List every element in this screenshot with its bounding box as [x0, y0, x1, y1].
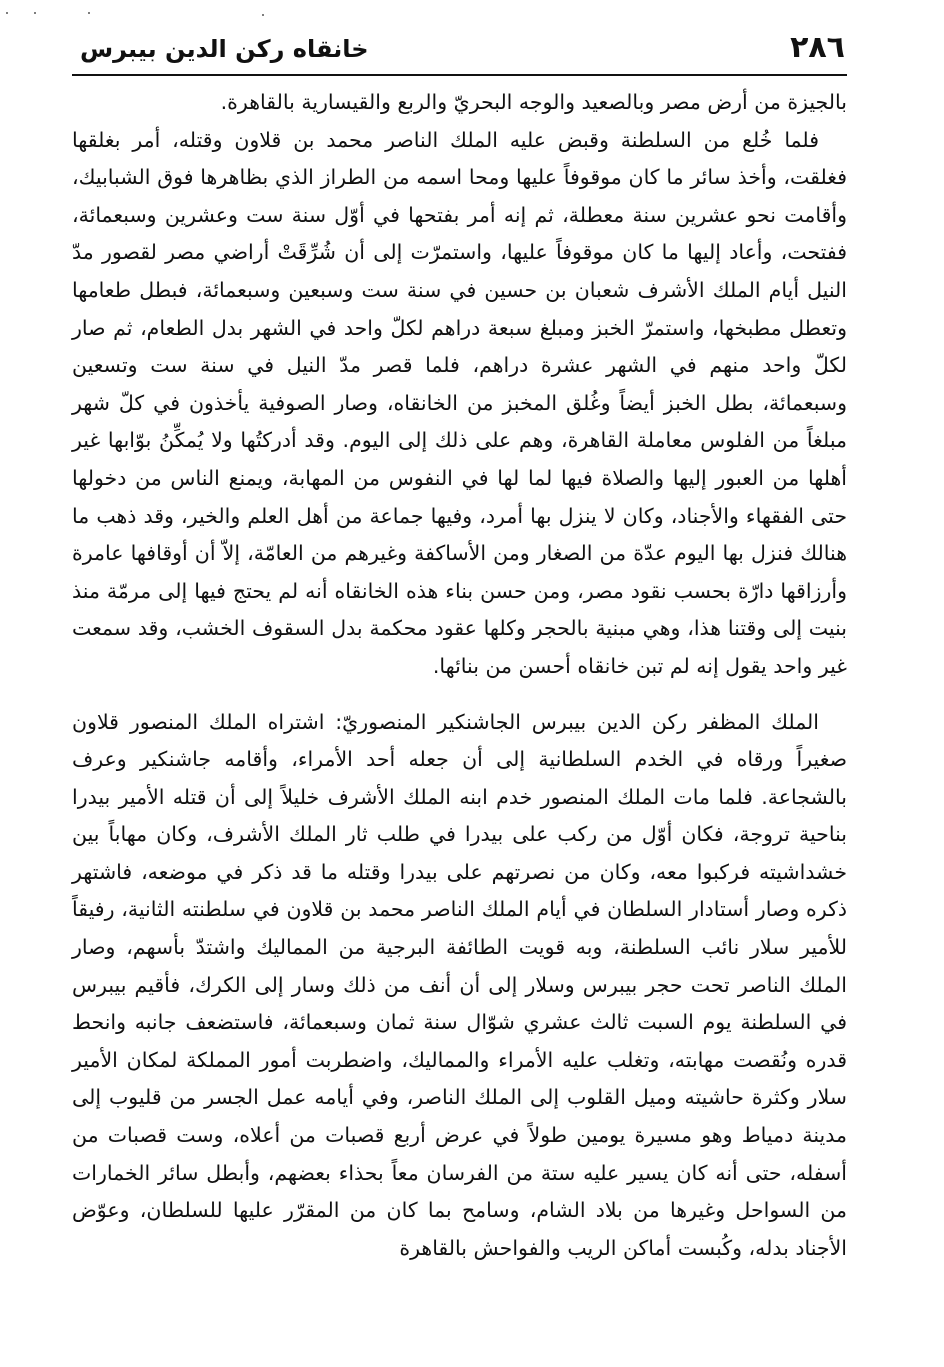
paragraph-baybars-biography: الملك المظفر ركن الدين بيبرس الجاشنكير المنصوريّ: اشتراه الملك المنصور قلاون صغيراً ورقاه في الخدم السلطانية إلى أن جعله أحد الأمراء، وأقامه جاشنكير وعرف بالشجاعة. فلما مات الملك المنصور خدم ابنه الملك الأشرف خليلاً إلى أن قتله الأمير بيدرا بناحية تروجة، فكان أوّل من ركب على بيدرا في طلب ثار الملك الأشرف، وكان مهاباً بين خشداشيته فركبوا معه، وكان من نصرتهم على بيدرا وقتله ما قد ذكر في موضعه، فاشتهر ذكره وصار أستادار السلطان في أيام الملك الناصر محمد بن قلاون في سلطنته الثانية، رفيقاً للأمير سلار نائب السلطنة، وبه قويت الطائفة البرجية من المماليك واشتدّ بأسهم، وصار الملك الناصر تحت حجر بيبرس وسلار إلى أن أنف من ذلك وسار إلى الكرك، فأقيم بيبرس في السلطنة يوم السبت ثالث عشري شوّال سنة ثمان وسبعمائة، فاستضعف جانبه وانحط قدره ونُقصت مهابته، وتغلب عليه الأمراء والمماليك، واضطربت أمور المملكة لمكان الأمير سلار وكثرة حاشيته وميل القلوب إلى الملك الناصر، وفي أيامه عمل الجسر من قليوب إلى مدينة دمياط وهو مسيرة يومين طولاً في عرض أربع قصبات من أعلاه، وست قصبات من أسفله، حتى أنه كان يسير عليه ستة من الفرسان معاً بحذاء بعضهم، وأبطل سائر الخمارات من السواحل وغيرها من بلاد الشام، وسامح بما كان من المقرّر عليها للسلطان، وعوّض الأجناد بدله، وكُبست أماكن الريب والفواحش بالقاهرة	[72, 709, 847, 1260]
scan-speck	[34, 12, 36, 14]
scan-speck	[88, 12, 90, 14]
scan-speck	[6, 12, 8, 14]
paragraph-khanqah-history: فلما خُلع من السلطنة وقبض عليه الملك الناصر محمد بن قلاون وقتله، أمر بغلقها فغلقت، وأخذ سائر ما كان موقوفاً عليها ومحا اسمه من الطراز الذي بظاهرها فوق الشبابيك، وأقامت نحو عشرين سنة معطلة، ثم إنه أمر بفتحها في أوّل سنة ست وعشرين وسبعمائة، ففتحت، وأعاد إليها ما كان موقوفاً عليها، واستمرّت إلى أن شُرِّقَتْ أراضي مصر لقصور مدّ النيل أيام الملك الأشرف شعبان بن حسين في سنة ست وسبعين وسبعمائة، فبطل طعامها وتعطل مطبخها، واستمرّ الخبز ومبلغ سبعة دراهم لكلّ واحد في الشهر بدل الطعام، ثم صار لكلّ واحد منهم في الشهر عشرة دراهم، فلما قصر مدّ النيل في سنة ست وتسعين وسبعمائة، بطل الخبز أيضاً وغُلق المخبز من الخانقاه، وصار الصوفية يأخذون في كلّ شهر مبلغاً من الفلوس معاملة القاهرة، وهم على ذلك إلى اليوم. وقد أدركتُها ولا يُمكِّنُ بوّابها غير أهلها من العبور إليها والصلاة فيها لما لها في النفوس من المهابة، ويمنع الناس من دخولها حتى الفقهاء والأجناد، وكان لا ينزل بها أمرد، وفيها جماعة من أهل العلم والخير، وقد ذهب ما هنالك فنزل بها اليوم عدّة من الصغار ومن الأساكفة وغيرهم من العامّة، إلاّ أن أوقافها عامرة وأرزاقها دارّة بحسب نقود مصر، ومن حسن بناء هذه الخانقاه أنه لم يحتج فيها إلى مرمّة منذ بنيت إلى وقتنا هذا، وهي مبنية بالحجر وكلها عقود محكمة بدل السقوف الخشب، وقد سمعت غير واحد يقول إنه لم تبن خانقاه أحسن من بنائها.	[72, 127, 847, 678]
running-title: خانقاه ركن الدين بيبرس	[80, 35, 369, 63]
body-text	[72, 84, 847, 1267]
page-number: ٢٨٦	[790, 30, 845, 65]
page-header	[72, 30, 847, 70]
scan-speck	[262, 14, 264, 16]
header-rule	[72, 74, 847, 76]
paragraph-continuation: بالجيزة من أرض مصر وبالصعيد والوجه البحريّ والربع والقيسارية بالقاهرة.	[220, 90, 847, 114]
scan-noise	[0, 8, 944, 16]
